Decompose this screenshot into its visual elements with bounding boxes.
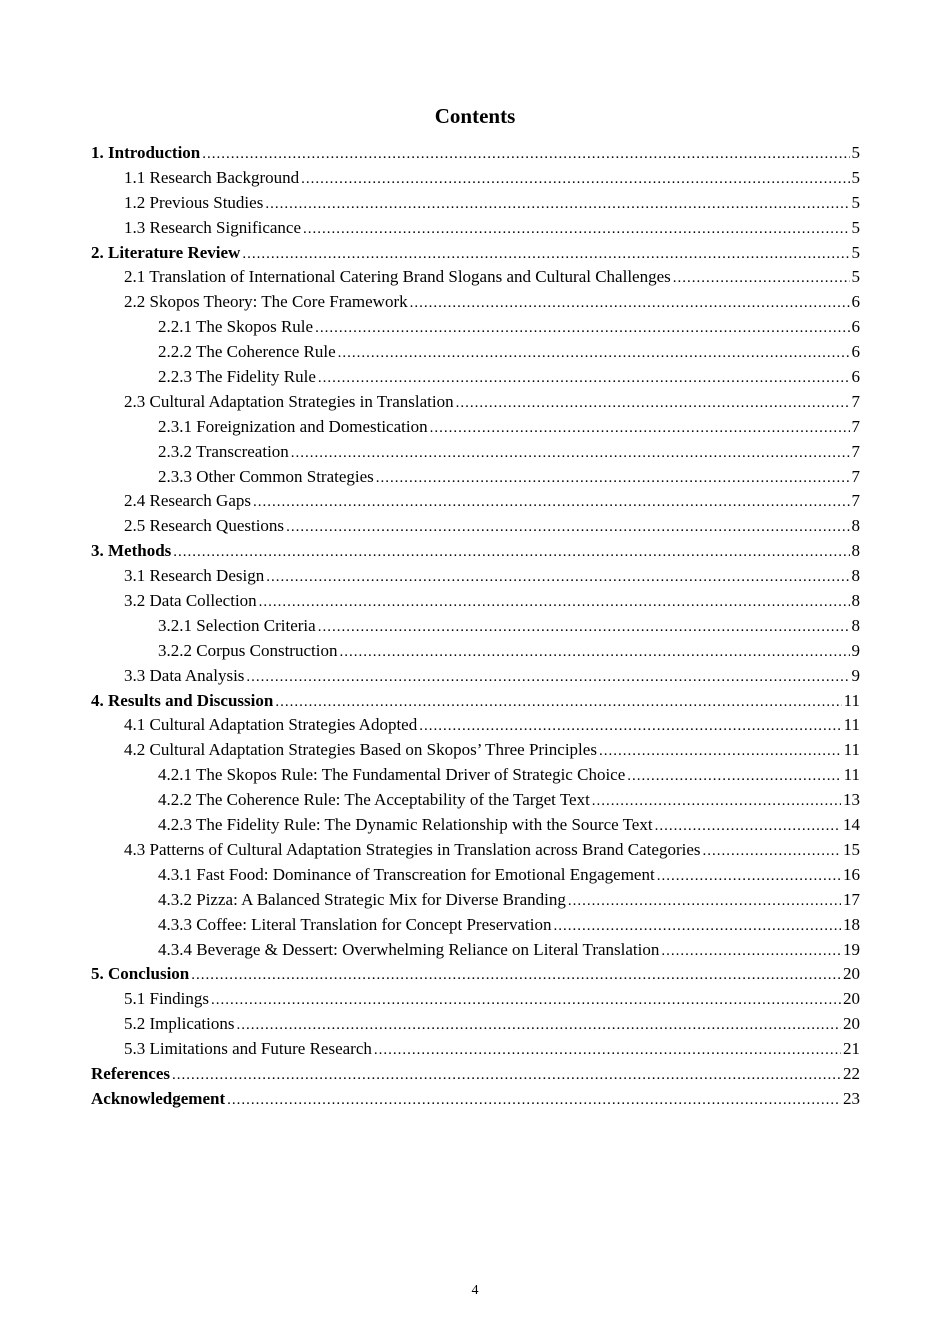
toc-entry-title: 2.4 Research Gaps	[124, 491, 251, 511]
toc-entry-page: 16	[843, 864, 860, 884]
toc-entry-page: 19	[843, 939, 860, 959]
dot-leader	[657, 864, 841, 889]
toc-entry[interactable]	[91, 216, 860, 241]
toc-entry[interactable]	[91, 315, 860, 340]
toc-entry-page: 20	[843, 1014, 860, 1034]
toc-entry-page: 17	[843, 889, 860, 909]
toc-entry[interactable]	[91, 813, 860, 838]
toc-entry-title: 2.5 Research Questions	[124, 516, 285, 536]
toc-entry[interactable]	[91, 539, 860, 564]
toc-entry[interactable]	[91, 788, 860, 813]
toc-entry-title: 1. Introduction	[91, 143, 201, 162]
dot-leader	[318, 366, 850, 391]
toc-entry-title: References	[91, 1063, 170, 1083]
toc-entry-title: 5.3 Limitations and Future Research	[124, 1039, 372, 1059]
dot-leader	[227, 1088, 841, 1113]
page-number: 4	[471, 1283, 479, 1298]
toc-entry-page: 23	[843, 1088, 860, 1108]
toc-entry[interactable]	[91, 465, 860, 490]
toc-entry-page: 7	[851, 466, 860, 486]
toc-entry-page: 20	[843, 989, 860, 1009]
toc-entry-title: 2.3.2 Transcreation	[158, 441, 289, 461]
toc-entry-page: 8	[851, 541, 860, 561]
dot-leader	[242, 242, 849, 267]
toc-entry-title: 4.2 Cultural Adaptation Strategies Based on Skopos’ Three Principles	[124, 740, 597, 760]
toc-entry[interactable]	[91, 938, 860, 963]
dot-leader	[202, 142, 849, 167]
toc-entry-page: 5	[851, 267, 860, 287]
toc-entry[interactable]	[91, 689, 860, 714]
dot-leader	[376, 466, 850, 491]
dot-leader	[286, 515, 849, 540]
toc-entry-title: 5.1 Findings	[124, 989, 210, 1009]
toc-entry[interactable]	[91, 514, 860, 539]
toc-entry[interactable]	[91, 340, 860, 365]
toc-entry-page: 5	[851, 217, 860, 237]
toc-entry-title: 3. Methods	[91, 541, 172, 561]
dot-leader	[338, 341, 850, 366]
toc-entry-title: 2.3.3 Other Common Strategies	[158, 466, 374, 486]
toc-entry[interactable]	[91, 390, 860, 415]
toc-entry[interactable]	[91, 290, 860, 315]
toc-entry-title: 4.2.2 The Coherence Rule: The Acceptability of the Target Text	[158, 790, 590, 810]
toc-entry-title: 4.3.4 Beverage & Dessert: Overwhelming Reliance on Literal Translation	[158, 939, 660, 959]
dot-leader	[246, 665, 849, 690]
dot-leader	[291, 441, 850, 466]
toc-entry-title: 2.2.3 The Fidelity Rule	[158, 367, 316, 387]
toc-entry-title: 4.2.3 The Fidelity Rule: The Dynamic Relationship with the Source Text	[158, 815, 653, 835]
dot-leader	[374, 1038, 841, 1063]
dot-leader	[266, 565, 849, 590]
toc-entry-title: 2.2.1 The Skopos Rule	[158, 317, 314, 337]
toc-entry-page: 15	[843, 839, 860, 859]
toc-entry-title: 2. Literature Review	[91, 242, 241, 262]
toc-entry-page: 6	[851, 367, 860, 387]
toc-entry-page: 8	[851, 516, 860, 536]
toc-entry[interactable]	[91, 589, 860, 614]
toc-entry[interactable]	[91, 191, 860, 216]
toc-entry[interactable]	[91, 241, 860, 266]
toc-entry[interactable]	[91, 763, 860, 788]
toc-entry-title: 4.1 Cultural Adaptation Strategies Adopted	[124, 715, 418, 735]
toc-entry[interactable]	[91, 1012, 860, 1037]
toc-entry-page: 21	[843, 1039, 860, 1059]
toc-entry[interactable]	[91, 913, 860, 938]
toc-entry[interactable]	[91, 738, 860, 763]
dot-leader	[275, 690, 841, 715]
toc-entry-page: 5	[851, 242, 860, 262]
toc-entry-page: 11	[843, 740, 860, 760]
toc-entry-title: 4. Results and Discussion	[91, 690, 274, 710]
toc-entry-page: 9	[851, 665, 860, 685]
toc-entry-page: 14	[843, 815, 860, 835]
toc-entry-title: 5. Conclusion	[91, 964, 190, 984]
toc-entry[interactable]	[91, 888, 860, 913]
toc-entry-page: 6	[851, 342, 860, 362]
toc-entry[interactable]	[91, 838, 860, 863]
toc-entry[interactable]	[91, 564, 860, 589]
toc-entry[interactable]	[91, 713, 860, 738]
toc-entry[interactable]	[91, 1037, 860, 1062]
toc-entry-title: 2.2.2 The Coherence Rule	[158, 342, 336, 362]
toc-entry[interactable]	[91, 639, 860, 664]
dot-leader	[173, 540, 849, 565]
dot-leader	[303, 217, 849, 242]
dot-leader	[553, 914, 841, 939]
dot-leader	[315, 316, 849, 341]
toc-entry[interactable]	[91, 415, 860, 440]
toc-entry[interactable]	[91, 440, 860, 465]
dot-leader	[172, 1063, 841, 1088]
toc-entry-page: 5	[851, 167, 860, 187]
toc-entry-title: 2.1 Translation of International Catering Brand Slogans and Cultural Challenges	[124, 267, 671, 287]
toc-entry-title: 4.3.2 Pizza: A Balanced Strategic Mix for Diverse Branding	[158, 889, 566, 909]
toc-entry-title: 3.3 Data Analysis	[124, 665, 245, 685]
toc-entry[interactable]	[91, 987, 860, 1012]
toc-entry[interactable]	[91, 1062, 860, 1087]
toc-entry-page: 11	[843, 715, 860, 735]
toc-entry-page: 13	[843, 790, 860, 810]
dot-leader	[430, 416, 850, 441]
dot-leader	[265, 192, 849, 217]
page-title: Contents	[434, 104, 516, 128]
toc-entry-title: 2.3.1 Foreignization and Domestication	[158, 416, 428, 436]
dot-leader	[410, 291, 850, 316]
toc-entry-page: 20	[843, 964, 860, 984]
toc-entry-title: 5.2 Implications	[124, 1014, 235, 1034]
toc-entry-page: 8	[851, 591, 860, 611]
toc-entry-page: 7	[851, 491, 860, 511]
dot-leader	[655, 814, 841, 839]
toc-entry-title: 1.1 Research Background	[124, 167, 300, 187]
toc-entry[interactable]	[91, 265, 860, 290]
dot-leader	[592, 789, 841, 814]
toc-entry-title: 4.3 Patterns of Cultural Adaptation Strategies in Translation across Brand Categories	[124, 839, 701, 859]
toc-entry-title: 3.2.2 Corpus Construction	[158, 640, 338, 660]
toc-entry-page: 8	[851, 615, 860, 635]
toc-entry-page: 11	[843, 765, 860, 785]
table-of-contents	[91, 141, 860, 1112]
toc-entry[interactable]	[91, 365, 860, 390]
toc-entry-page: 5	[851, 192, 860, 212]
toc-entry-title: 2.2 Skopos Theory: The Core Framework	[124, 292, 408, 312]
toc-entry-page: 8	[851, 566, 860, 586]
dot-leader	[703, 839, 842, 864]
dot-leader	[339, 640, 849, 665]
toc-entry[interactable]	[91, 166, 860, 191]
toc-entry-page: 7	[851, 416, 860, 436]
toc-entry[interactable]	[91, 489, 860, 514]
dot-leader	[236, 1013, 841, 1038]
dot-leader	[456, 391, 850, 416]
toc-entry-page: 5	[851, 143, 860, 162]
toc-entry-title: Acknowledgement	[91, 1088, 226, 1108]
toc-entry[interactable]	[91, 1087, 860, 1112]
toc-entry-title: 2.3 Cultural Adaptation Strategies in Translation	[124, 391, 454, 411]
dot-leader	[253, 490, 850, 515]
toc-entry-page: 22	[843, 1063, 860, 1083]
dot-leader	[301, 167, 849, 192]
dot-leader	[599, 739, 842, 764]
toc-entry-page: 7	[851, 441, 860, 461]
dot-leader	[259, 590, 850, 615]
toc-entry-title: 4.2.1 The Skopos Rule: The Fundamental Driver of Strategic Choice	[158, 765, 626, 785]
dot-leader	[673, 266, 850, 291]
toc-entry-page: 6	[851, 292, 860, 312]
dot-leader	[318, 615, 850, 640]
toc-entry-page: 11	[843, 690, 860, 710]
dot-leader	[661, 939, 841, 964]
dot-leader	[211, 988, 841, 1013]
toc-entry-title: 4.3.3 Coffee: Literal Translation for Concept Preservation	[158, 914, 552, 934]
dot-leader	[419, 714, 841, 739]
toc-entry[interactable]	[91, 962, 860, 987]
toc-entry[interactable]	[91, 141, 860, 166]
dot-leader	[627, 764, 841, 789]
toc-entry-page: 18	[843, 914, 860, 934]
toc-entry-title: 3.1 Research Design	[124, 566, 265, 586]
toc-entry[interactable]	[91, 614, 860, 639]
toc-entry-title: 3.2.1 Selection Criteria	[158, 615, 316, 635]
dot-leader	[568, 889, 841, 914]
toc-entry-title: 1.2 Previous Studies	[124, 192, 264, 212]
toc-entry-title: 4.3.1 Fast Food: Dominance of Transcreation for Emotional Engagement	[158, 864, 655, 884]
toc-entry[interactable]	[91, 664, 860, 689]
toc-entry-page: 7	[851, 391, 860, 411]
toc-entry-page: 6	[851, 317, 860, 337]
toc-entry[interactable]	[91, 863, 860, 888]
toc-entry-page: 9	[851, 640, 860, 660]
dot-leader	[191, 963, 841, 988]
toc-entry-title: 1.3 Research Significance	[124, 217, 302, 237]
toc-entry-title: 3.2 Data Collection	[124, 591, 257, 611]
